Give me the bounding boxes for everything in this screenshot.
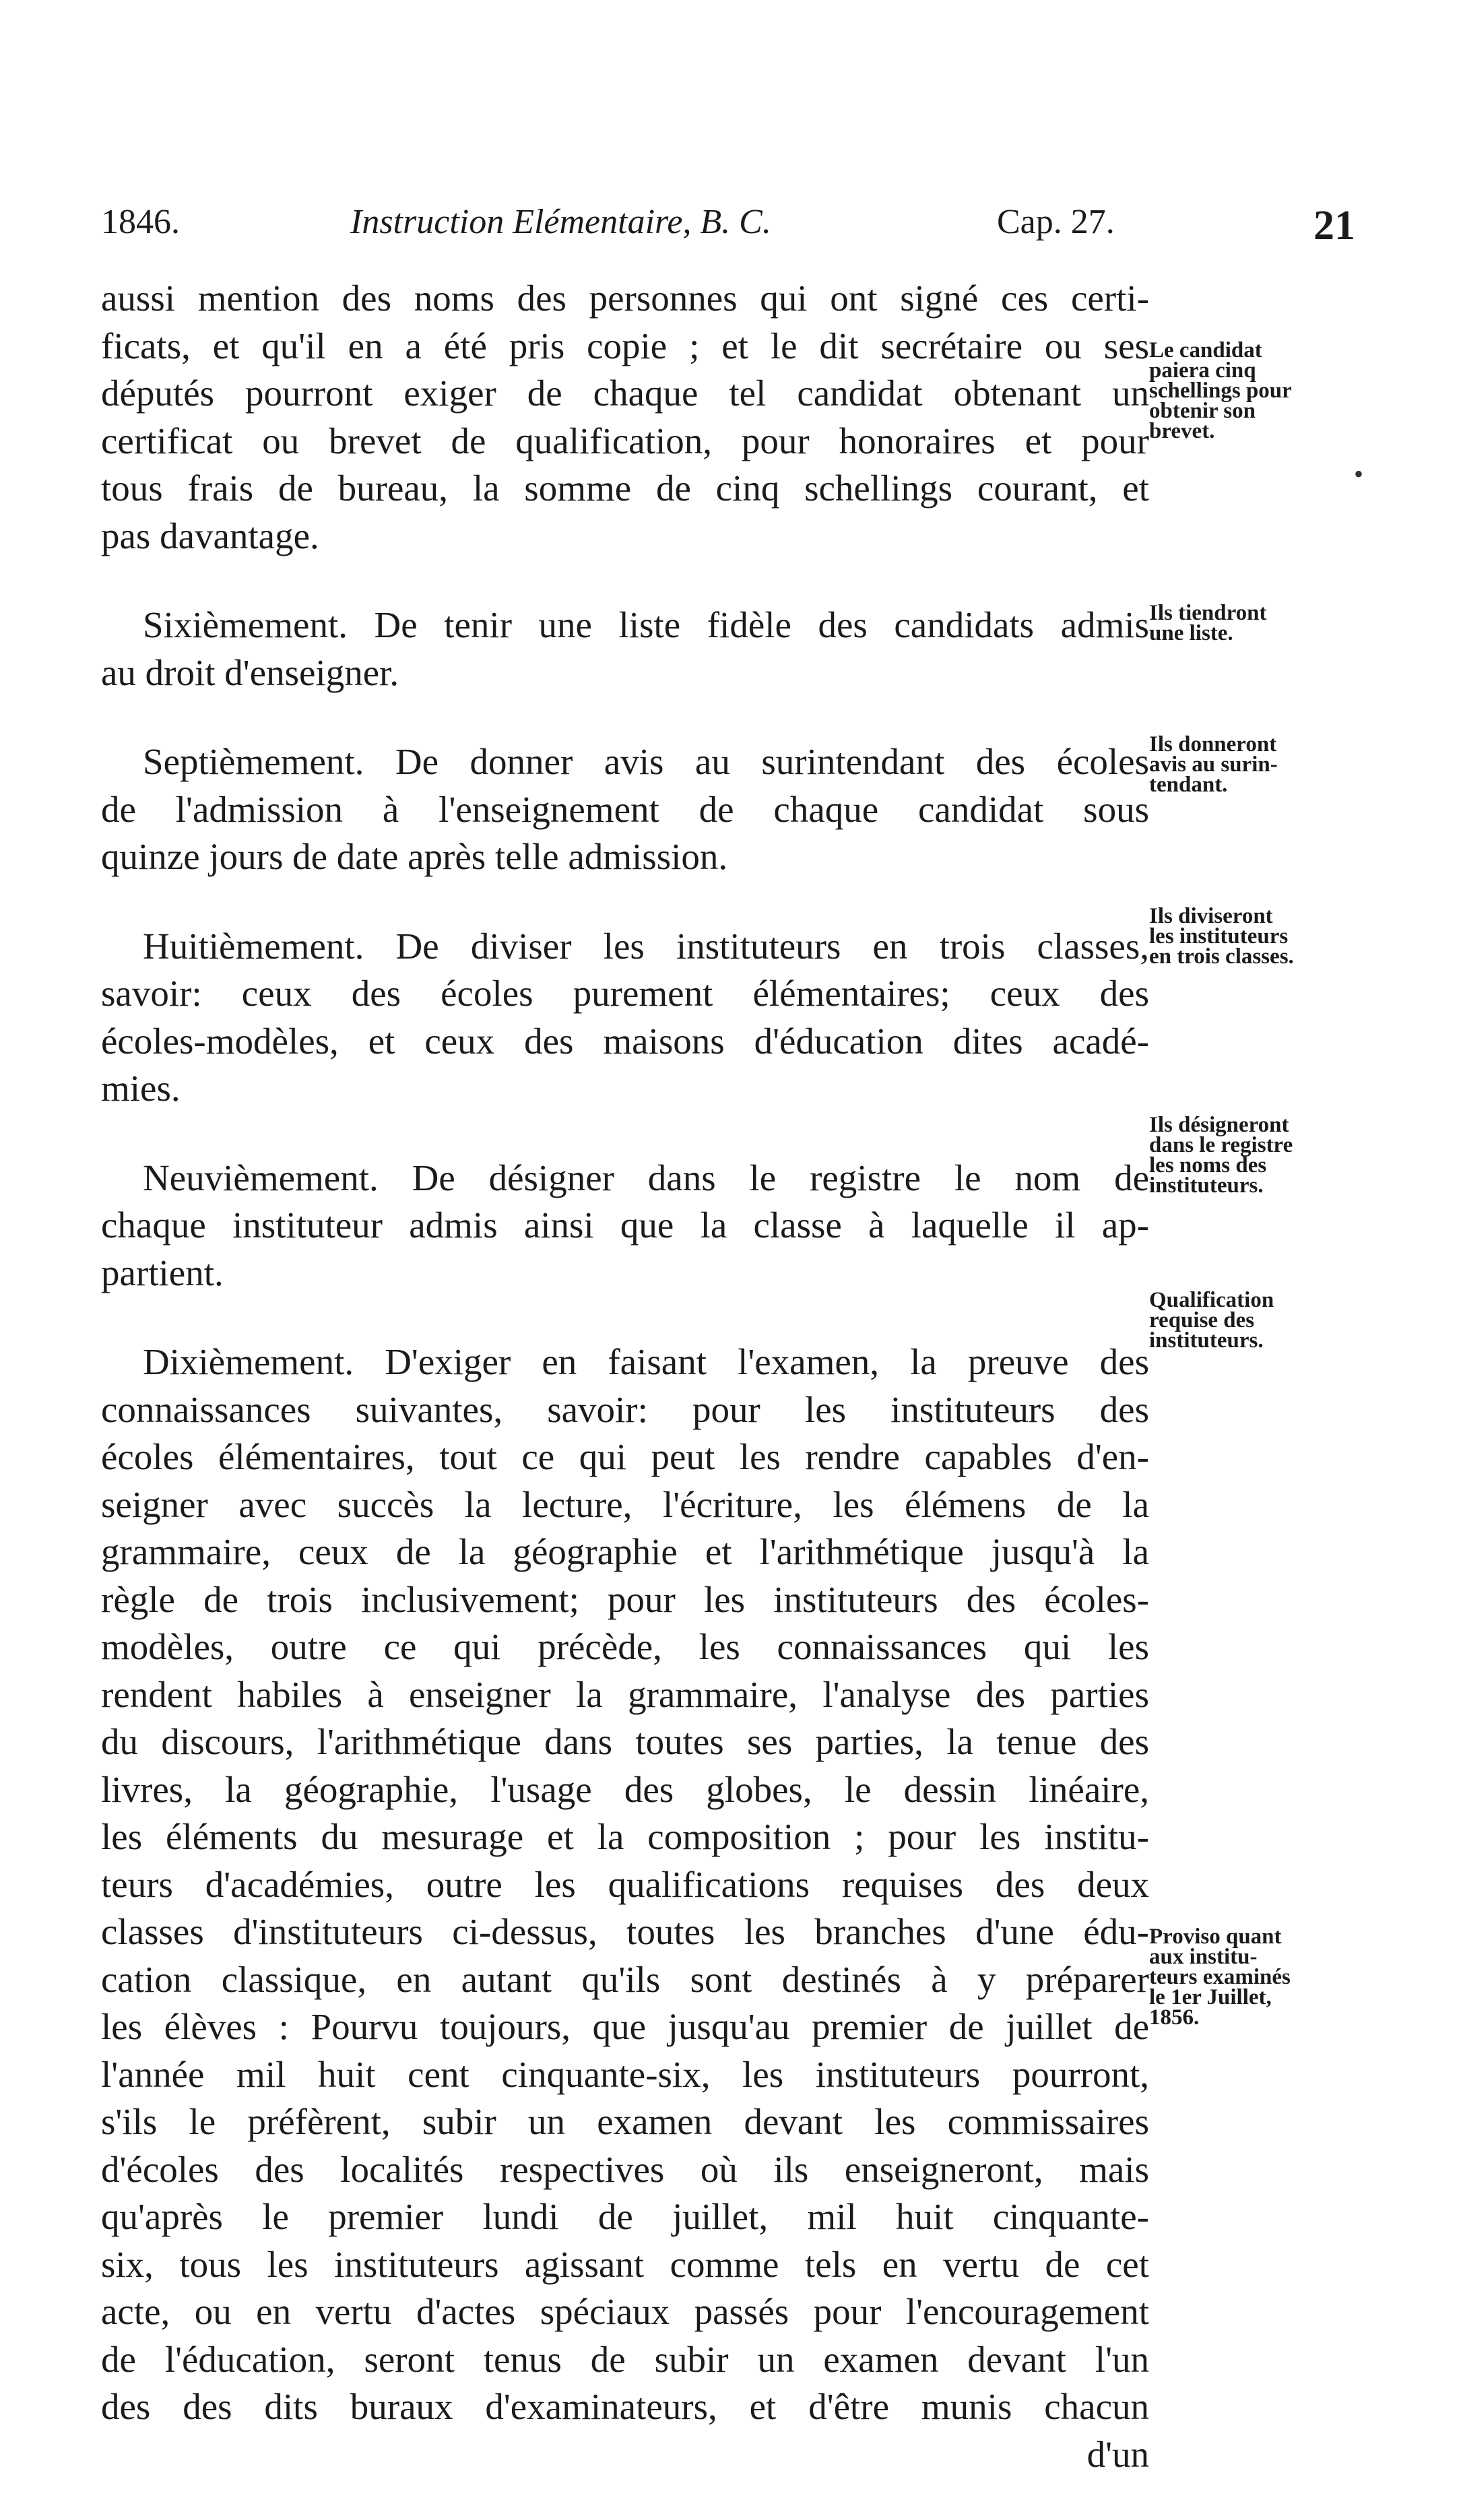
paragraph-huitiemement: [101, 923, 1149, 1113]
text-line: qu'après le premier lundi de juillet, mil huit cinquante-: [101, 2196, 1149, 2237]
text-line: savoir: ceux des écoles purement élémentaires; ceux des: [101, 973, 1149, 1014]
text-line: du discours, l'arithmétique dans toutes ses parties, la tenue des: [101, 1721, 1149, 1762]
margin-note-candidate-fee: [1149, 340, 1351, 441]
text-line: livres, la géographie, l'usage des globes, le dessin linéaire,: [101, 1768, 1149, 1810]
text-line: écoles-modèles, et ceux des maisons d'éducation dites acadé-: [101, 1020, 1149, 1062]
note-line: 1856.: [1149, 2005, 1200, 2030]
paragraph-septiemement: [101, 738, 1149, 881]
note-line: brevet.: [1149, 419, 1215, 443]
note-line: les instituteurs: [1149, 924, 1289, 948]
note-line: obtenir son: [1149, 399, 1256, 423]
margin-note-classes: [1149, 906, 1351, 967]
text-line: classes d'instituteurs ci-dessus, toutes les branches d'une édu-: [101, 1911, 1149, 1952]
text-line: connaissances suivantes, savoir: pour les instituteurs des: [101, 1388, 1149, 1430]
text-line: quinze jours de date après telle admission.: [101, 836, 728, 877]
note-line: avis au surin-: [1149, 752, 1278, 777]
text-line: teurs d'académies, outre les qualifications requises des deux: [101, 1863, 1149, 1905]
note-line: les noms des: [1149, 1153, 1267, 1177]
note-line: dans le registre: [1149, 1133, 1293, 1157]
text-line: des des dits buraux d'examinateurs, et d'être munis chacun: [101, 2386, 1149, 2427]
text-line: Sixièmement. De tenir une liste fidèle des candidats admis: [143, 604, 1149, 645]
text-line: de l'éducation, seront tenus de subir un examen devant l'un: [101, 2338, 1149, 2380]
note-line: requise des: [1149, 1308, 1255, 1332]
note-line: teurs examinés: [1149, 1965, 1291, 1989]
text-line: rendent habiles à enseigner la grammaire, l'analyse des parties: [101, 1673, 1149, 1715]
text-line: députés pourront exiger de chaque tel candidat obtenant un: [101, 373, 1149, 414]
note-line: Qualification: [1149, 1288, 1274, 1312]
note-line: instituteurs.: [1149, 1328, 1264, 1353]
text-line: Neuvièmement. De désigner dans le registre le nom de: [143, 1157, 1149, 1198]
note-line: une liste.: [1149, 621, 1233, 645]
margin-note-register: [1149, 1115, 1351, 1196]
margin-note-qualification: [1149, 1290, 1351, 1351]
running-header: [101, 202, 1355, 263]
note-line: Ils tiendront: [1149, 601, 1267, 625]
text-line: modèles, outre ce qui précède, les connaissances qui les: [101, 1626, 1149, 1667]
text-line: ficats, et qu'il en a été pris copie ; et le dit secrétaire ou ses: [101, 325, 1149, 366]
text-line: Huitièmement. De diviser les instituteurs en trois classes,: [143, 925, 1149, 967]
note-line: Le candidat: [1149, 338, 1262, 362]
text-line: les élèves : Pourvu toujours, que jusqu'au premier de juillet de: [101, 2006, 1149, 2047]
note-line: Ils désigneront: [1149, 1113, 1289, 1137]
text-line: acte, ou en vertu d'actes spéciaux passés pour l'encouragement: [101, 2291, 1149, 2332]
note-line: Proviso quant: [1149, 1925, 1282, 1949]
note-line: instituteurs.: [1149, 1173, 1264, 1198]
paragraph-certificate-fees: [101, 275, 1149, 560]
header-title: Instruction Elémentaire, B. C.: [350, 203, 771, 241]
margin-note-notify: [1149, 734, 1351, 795]
text-line: écoles élémentaires, tout ce qui peut les rendre capables d'en-: [101, 1436, 1149, 1477]
margin-note-list: [1149, 603, 1351, 643]
note-line: en trois classes.: [1149, 944, 1294, 969]
text-line: s'ils le préfèrent, subir un examen devant les commissaires: [101, 2101, 1149, 2142]
ink-speck: •: [1354, 459, 1364, 489]
text-line: seigner avec succès la lecture, l'écriture, les élémens de la: [101, 1483, 1149, 1525]
text-line: grammaire, ceux de la géographie et l'arithmétique jusqu'à la: [101, 1531, 1149, 1572]
margin-note-proviso: [1149, 1927, 1351, 2028]
text-line: au droit d'enseigner.: [101, 651, 399, 693]
text-line: six, tous les instituteurs agissant comme tels en vertu de cet: [101, 2243, 1149, 2285]
note-line: Ils diviseront: [1149, 904, 1273, 928]
text-line: aussi mention des noms des personnes qui ont signé ces certi-: [101, 278, 1149, 319]
text-line: tous frais de bureau, la somme de cinq schellings courant, et: [101, 467, 1149, 509]
paragraph-dixiemement: [101, 1338, 1149, 2478]
text-line: pas davantage.: [101, 515, 319, 556]
text-line: l'année mil huit cent cinquante-six, les instituteurs pourront,: [101, 2053, 1149, 2095]
note-line: paiera cinq: [1149, 358, 1256, 383]
note-line: le 1er Juillet,: [1149, 1985, 1272, 2009]
text-line: partient.: [101, 1252, 224, 1293]
note-line: schellings pour: [1149, 379, 1292, 403]
header-year: 1846.: [101, 203, 180, 241]
text-line: règle de trois inclusivement; pour les instituteurs des écoles-: [101, 1578, 1149, 1620]
text-line: cation classique, en autant qu'ils sont destinés à y préparer: [101, 1958, 1149, 2000]
body-text: [101, 275, 1149, 2520]
note-line: tendant.: [1149, 773, 1228, 797]
catchword: d'un: [1086, 2433, 1149, 2475]
paragraph-neuviemement: [101, 1155, 1149, 1297]
text-line: chaque instituteur admis ainsi que la classe à laquelle il ap-: [101, 1204, 1149, 1246]
text-line: les éléments du mesurage et la composition ; pour les institu-: [101, 1816, 1149, 1857]
text-line: de l'admission à l'enseignement de chaque candidat sous: [101, 788, 1149, 830]
text-line: d'écoles des localités respectives où ils enseigneront, mais: [101, 2148, 1149, 2190]
note-line: aux institu-: [1149, 1945, 1258, 1969]
paragraph-sixiemement: [101, 602, 1149, 697]
note-line: Ils donneront: [1149, 732, 1277, 756]
text-line: Septièmement. De donner avis au surintendant des écoles: [143, 741, 1149, 782]
text-line: mies.: [101, 1068, 181, 1109]
header-chapter: Cap. 27.: [997, 203, 1115, 241]
text-line: certificat ou brevet de qualification, pour honoraires et pour: [101, 420, 1149, 461]
text-line: Dixièmement. D'exiger en faisant l'examen, la preuve des: [143, 1341, 1149, 1382]
page-number: 21: [1313, 203, 1355, 249]
